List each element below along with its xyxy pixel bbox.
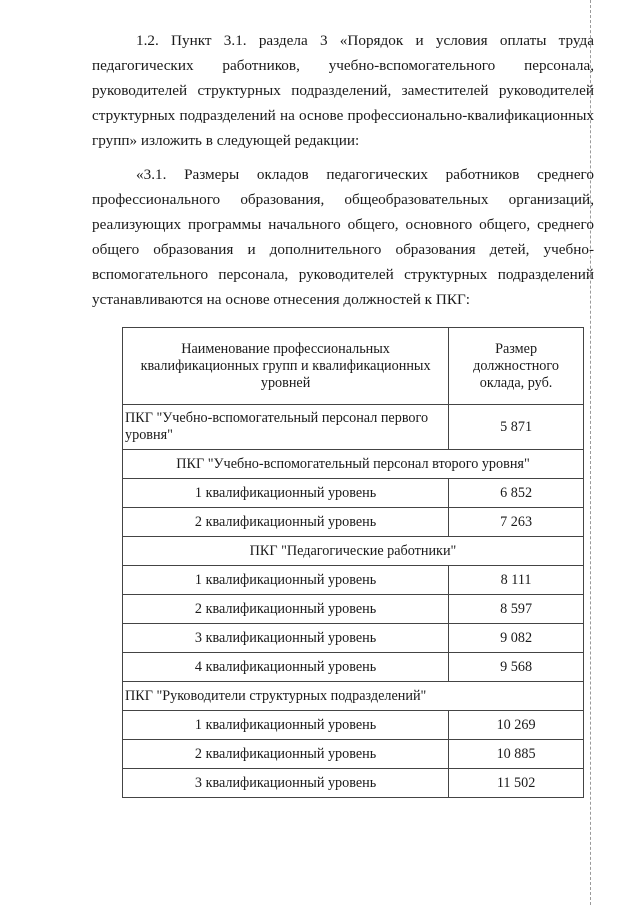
row-value: 8 597 xyxy=(449,595,584,624)
paragraph-amendment-intro xyxy=(92,28,594,153)
row-value: 7 263 xyxy=(449,508,584,537)
row-name: 3 квалификационный уровень xyxy=(123,624,449,653)
row-name: 4 квалификационный уровень xyxy=(123,653,449,682)
table-row xyxy=(123,479,584,508)
row-value: 9 082 xyxy=(449,624,584,653)
table-row xyxy=(123,595,584,624)
row-name: 3 квалификационный уровень xyxy=(123,769,449,798)
row-value: 8 111 xyxy=(449,566,584,595)
group-title-row xyxy=(123,450,584,479)
row-value: 6 852 xyxy=(449,479,584,508)
row-name: 1 квалификационный уровень xyxy=(123,566,449,595)
row-name: 2 квалификационный уровень xyxy=(123,508,449,537)
paragraph-1-text: 1.2. Пункт 3.1. раздела 3 «Порядок и условия оплаты труда педагогических работников, учебно-вспомогательного персонала, руководителей структурных подразделений, заместителей руководителей структурных подразделений на основе профессионально-квалификационных групп» изложить в следующей редакции: xyxy=(92,32,594,149)
table-row xyxy=(123,740,584,769)
row-value: 9 568 xyxy=(449,653,584,682)
table-row xyxy=(123,769,584,798)
header-salary-size: Размер должностного оклада, руб. xyxy=(449,328,584,405)
table-row xyxy=(123,624,584,653)
row-name: 1 квалификационный уровень xyxy=(123,711,449,740)
table-row xyxy=(123,566,584,595)
group-title: ПКГ "Учебно-вспомогательный персонал второго уровня" xyxy=(123,450,584,479)
paragraph-2-text: «3.1. Размеры окладов педагогических работников среднего профессионального образования, общеобразовательных организаций, реализующих программы начального общего, основного общего, среднего общего образования и дополнительного образования детей, учебно-вспомогательного персонала, руководителей структурных подразделений устанавливаются на основе отнесения должностей к ПКГ: xyxy=(92,166,594,308)
row-value: 10 269 xyxy=(449,711,584,740)
table-header-row xyxy=(123,328,584,405)
group-title: ПКГ "Руководители структурных подразделений" xyxy=(123,682,584,711)
table-row xyxy=(123,405,584,450)
row-name: 1 квалификационный уровень xyxy=(123,479,449,508)
paragraph-salary-rule xyxy=(92,162,594,312)
salary-table xyxy=(122,327,584,798)
group-title-row xyxy=(123,682,584,711)
table-row xyxy=(123,508,584,537)
row-value: 11 502 xyxy=(449,769,584,798)
row-name: 2 квалификационный уровень xyxy=(123,740,449,769)
group-title-row xyxy=(123,537,584,566)
row-value: 5 871 xyxy=(449,405,584,450)
row-name: ПКГ "Учебно-вспомогательный персонал первого уровня" xyxy=(123,405,449,450)
group-title: ПКГ "Педагогические работники" xyxy=(123,537,584,566)
table-row xyxy=(123,711,584,740)
row-value: 10 885 xyxy=(449,740,584,769)
row-name: 2 квалификационный уровень xyxy=(123,595,449,624)
header-qualification-group: Наименование профессиональных квалификационных групп и квалификационных уровней xyxy=(123,328,449,405)
table-row xyxy=(123,653,584,682)
